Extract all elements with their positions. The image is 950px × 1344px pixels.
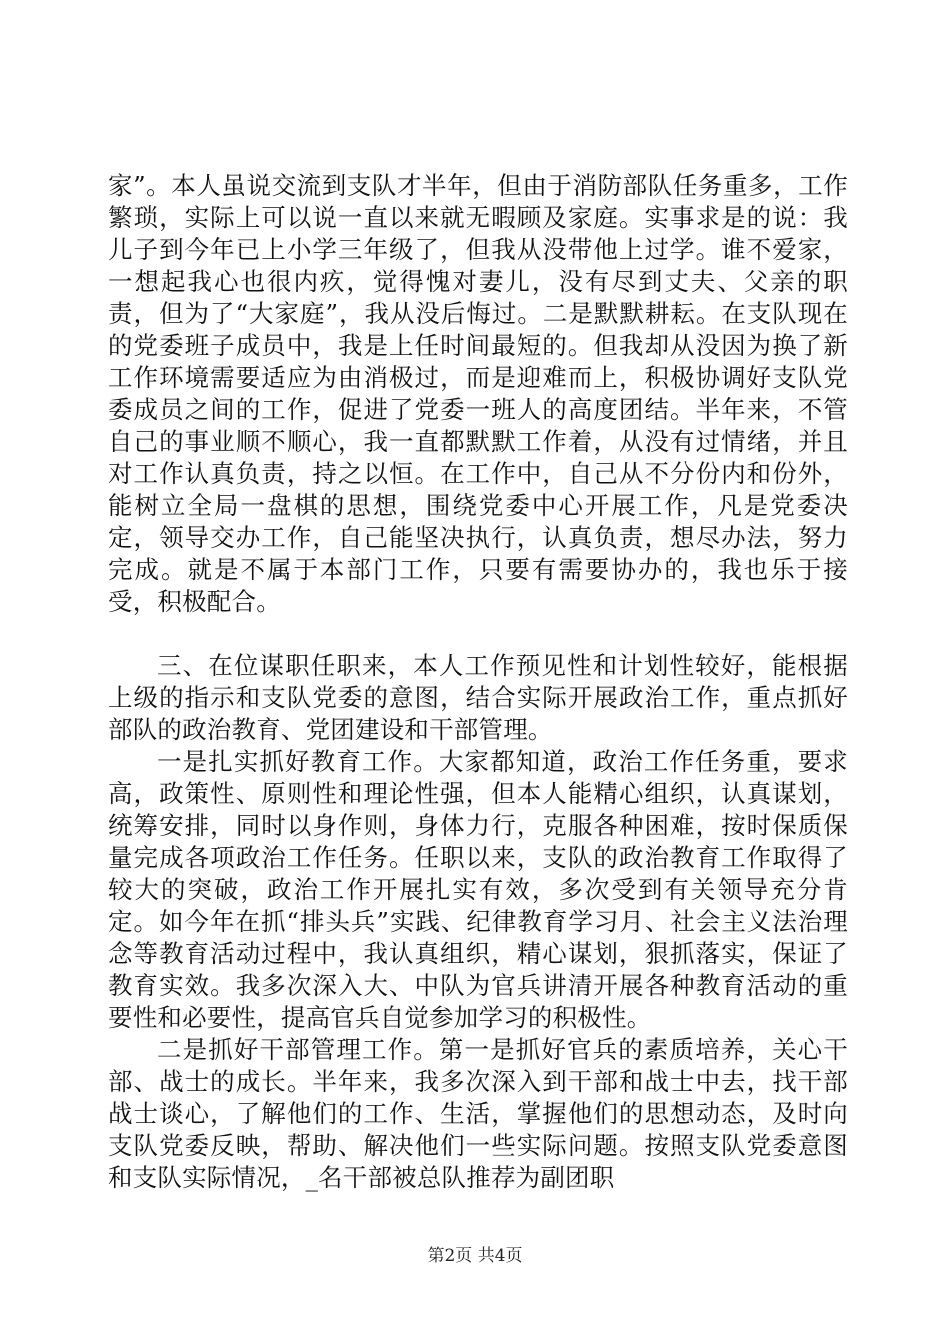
paragraph-section-three: 三、在位谋职任职来，本人工作预见性和计划性较好，能根据上级的指示和支队党委的意图，结合实际开展政治工作，重点抓好部队的政治教育、党团建设和干部管理。 — [108, 651, 848, 744]
page-footer: 第2页 共4页 — [427, 1246, 523, 1266]
paragraph-education-work: 一是扎实抓好教育工作。大家都知道，政治工作任务重，要求高，政策性、原则性和理论性强，但本人能精心组织，认真谋划，统筹安排，同时以身作则，身体力行，克服各种困难，按时保质保量完成各项政治工作任务。任职以来，支队的政治教育工作取得了较大的突破，政治工作开展扎实有效，多次受到有关领导充分肯定。如今年在抓“排头兵”实践、纪律教育学习月、社会主义法治理念等教育活动过程中，我认真组织，精心谋划，狠抓落实，保证了教育实效。我多次深入大、中队为官兵讲清开展各种教育活动的重要性和必要性，提高官兵自觉参加学习的积极性。 — [108, 747, 848, 1032]
body-text — [108, 170, 848, 1194]
paragraph-cadre-management: 二是抓好干部管理工作。第一是抓好官兵的素质培养，关心干部、战士的成长。半年来，我多次深入到干部和战士中去，找干部战士谈心，了解他们的工作、生活，掌握他们的思想动态，及时向支队党委反映，帮助、解决他们一些实际问题。按照支队党委意图和支队实际情况，_名干部被总队推荐为副团职 — [108, 1035, 848, 1192]
paragraph-continuation: 家”。本人虽说交流到支队才半年，但由于消防部队任务重多，工作繁琐，实际上可以说一直以来就无暇顾及家庭。实事求是的说：我儿子到今年已上小学三年级了，但我从没带他上过学。谁不爱家，一想起我心也很内疚，觉得愧对妻儿，没有尽到丈夫、父亲的职责，但为了“大家庭”，我从没后悔过。二是默默耕耘。在支队现在的党委班子成员中，我是上任时间最短的。但我却从没因为换了新工作环境需要适应为由消极过，而是迎难而上，积极协调好支队党委成员之间的工作，促进了党委一班人的高度团结。半年来，不管自己的事业顺不顺心，我一直都默默工作着，从没有过情绪，并且对工作认真负责，持之以恒。在工作中，自己从不分份内和份外，能树立全局一盘棋的思想，围绕党委中心开展工作，凡是党委决定，领导交办工作，自己能坚决执行，认真负责，想尽办法，努力完成。就是不属于本部门工作，只要有需要协办的，我也乐于接受，积极配合。 — [108, 171, 848, 616]
